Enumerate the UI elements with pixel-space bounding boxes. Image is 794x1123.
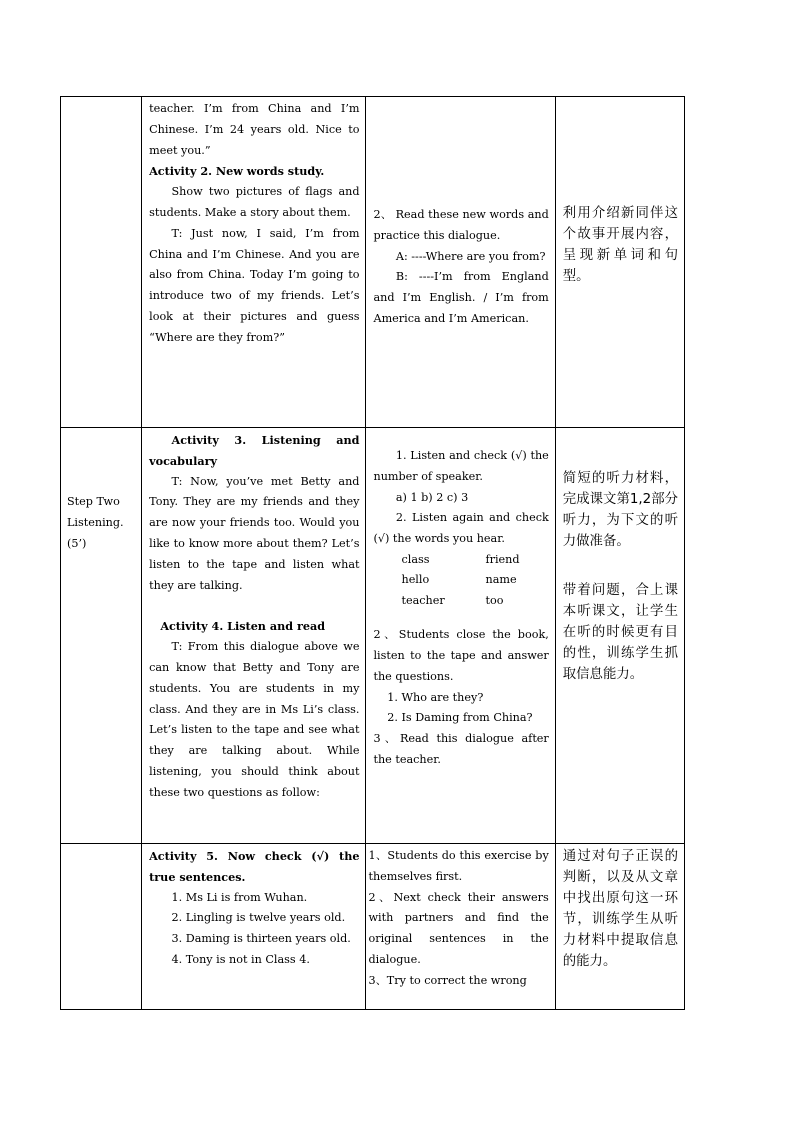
stage-label: Step Two Listening. (5’) xyxy=(67,495,124,550)
stage-label xyxy=(61,844,141,908)
student-activity: 1、Students do this exercise by themselves first. xyxy=(368,849,549,883)
activity-title: Activity 5. Now check (√) the true sentences. xyxy=(149,849,360,884)
student-activity: 1. Listen and check (√) the number of speaker. xyxy=(373,449,549,483)
intent-cell xyxy=(555,844,684,1010)
word: too xyxy=(485,593,504,607)
procedure-text: Show two pictures of flags and students. Make a story about them. xyxy=(149,185,360,219)
lesson-plan-table xyxy=(60,96,685,1010)
dialogue-line: A: ----Where are you from? xyxy=(395,249,546,263)
procedure-cell xyxy=(142,844,366,1010)
word: teacher xyxy=(401,593,445,607)
sentence-item: 3. Daming is thirteen years old. xyxy=(171,932,351,946)
stage-label xyxy=(61,97,141,161)
table-row xyxy=(61,97,685,428)
question-list xyxy=(373,688,548,730)
sentence-item: 4. Tony is not in Class 4. xyxy=(171,952,310,966)
student-activity: 3、Read this dialogue after the teacher. xyxy=(373,732,549,766)
student-activity: 2、 Read these new words and practice this dialogue. xyxy=(373,208,549,242)
stage-cell xyxy=(61,844,142,1010)
intent-cell xyxy=(555,428,684,844)
word-list xyxy=(373,550,548,611)
activity-title: Activity 4. Listen and read xyxy=(160,619,326,634)
student-activity: 2. Listen again and check (√) the words you hear. xyxy=(373,511,549,546)
table-row xyxy=(61,428,685,844)
student-activity: 2、Students close the book, listen to the tape and answer the questions. xyxy=(373,628,549,683)
procedure-cell xyxy=(142,428,366,844)
question-item: 2. Is Daming from China? xyxy=(401,708,548,729)
activity-title: Activity 3. Listening and vocabulary xyxy=(149,433,360,468)
word: class xyxy=(401,552,430,566)
students-cell xyxy=(366,428,555,844)
activity-title: Activity 2. New words study. xyxy=(149,164,325,179)
student-activity: 2、Next check their answers with partners and find the original sentences in the dialogue. xyxy=(368,890,549,966)
students-cell xyxy=(366,844,555,1010)
procedure-cell xyxy=(142,97,366,428)
word: hello xyxy=(401,573,430,587)
dialogue-line: B: ----I’m from England and I’m English. / I’m from America and I’m American. xyxy=(373,270,549,325)
question-item: 1. Who are they? xyxy=(401,688,548,709)
sentence-item: 2. Lingling is twelve years old. xyxy=(171,911,346,925)
word: friend xyxy=(485,552,520,566)
intent-cell xyxy=(555,97,684,428)
student-activity: 3、Try to correct the wrong xyxy=(368,973,527,987)
procedure-text: T: From this dialogue above we can know that Betty and Tony are students. You are students in my class. And they are in Ms Li’s class. Let’s listen to the tape and see what they are talking about. While listening, you should think about these two questions as follow: xyxy=(149,640,360,799)
procedure-text: teacher. I’m from China and I’m Chinese. I’m 24 years old. Nice to meet you.” xyxy=(149,102,360,157)
word: name xyxy=(485,573,517,587)
table-row xyxy=(61,844,685,1010)
procedure-text: T: Now, you’ve met Betty and Tony. They are my friends and they are now your friends too. Would you like to know more about them? Let’s listen to the tape and listen what they are talking. xyxy=(149,474,360,592)
intent-text: 通过对句子正误的判断，以及从文章中找出原句这一环节，训练学生从听力材料中提取信息的能力。 xyxy=(562,849,678,969)
sentence-item: 1. Ms Li is from Wuhan. xyxy=(171,890,308,904)
students-cell xyxy=(366,97,555,428)
intent-text: 利用介绍新同伴这个故事开展内容，呈现新单词和句型。 xyxy=(562,206,678,284)
intent-text: 简短的听力材料，完成课文第1,2部分听力，为下文的听力做准备。 xyxy=(562,471,678,549)
stage-cell xyxy=(61,97,142,428)
procedure-text: T: Just now, I said, I’m from China and I’m Chinese. And you are also from China. Today I’m going to introduce two of my friends. Let’s look at their pictures and guess “Where are they from?” xyxy=(149,226,360,344)
intent-text: 带着问题，合上课本听课文，让学生在听的时候更有目的性，训练学生抓取信息能力。 xyxy=(562,583,678,682)
stage-cell xyxy=(61,428,142,844)
options-line: a) 1 b) 2 c) 3 xyxy=(395,490,469,504)
